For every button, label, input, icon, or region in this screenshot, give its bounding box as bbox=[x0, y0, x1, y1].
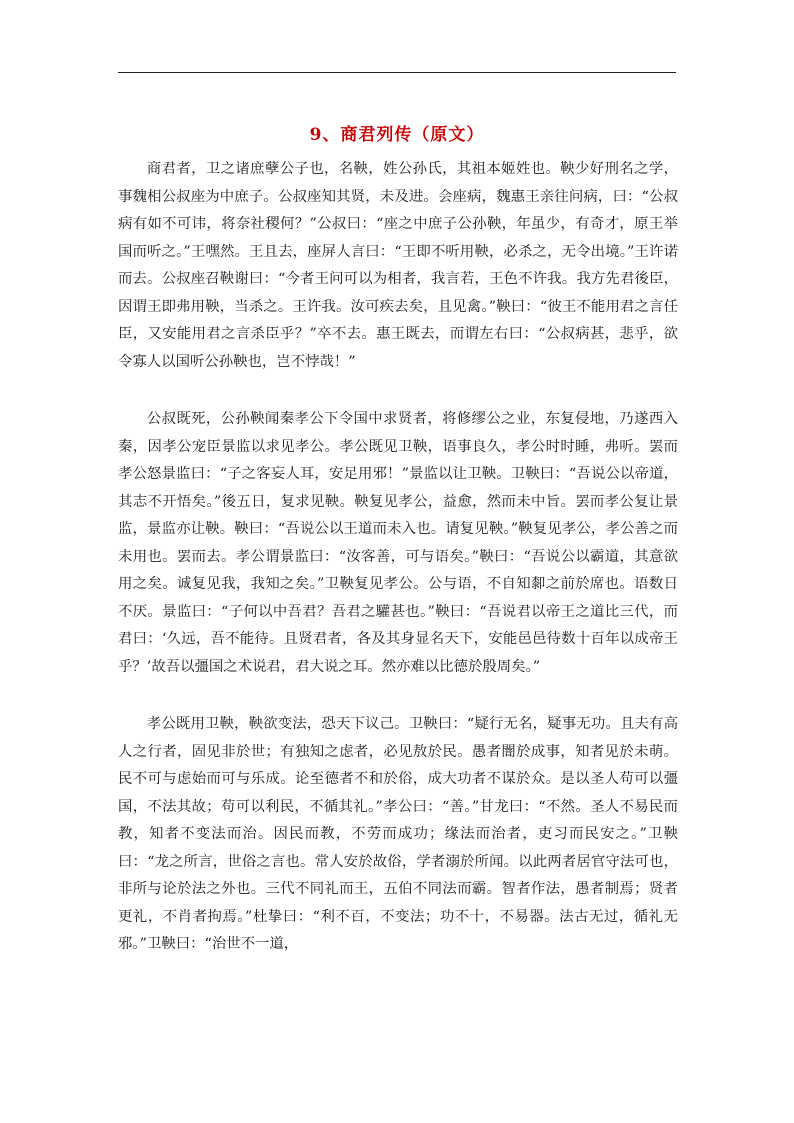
paragraph-gap bbox=[118, 376, 678, 406]
page-title: 9、商君列传（原文） bbox=[309, 125, 485, 145]
header-rule bbox=[118, 72, 676, 73]
paragraph-1: 商君者，卫之诸庶孽公子也，名鞅，姓公孙氏，其祖本姬姓也。鞅少好刑名之学，事魏相公叔座为中庶子。公叔座知其贤，未及进。会座病，魏惠王亲往问病，曰：“公叔病有如不可讳，将奈社稷何？”公叔曰：“座之中庶子公孙鞅，年虽少，有奇才，原王举国而听之。”王嘿然。王且去，座屏人言曰：“王即不听用鞅，必杀之，无令出境。”王许诺而去。公叔座召鞅谢曰：“今者王问可以为相者，我言若，王色不许我。我方先君後臣，因谓王即弗用鞅，当杀之。王许我。汝可疾去矣，且见禽。”鞅曰：“彼王不能用君之言任臣，又安能用君之言杀臣乎？”卒不去。惠王既去，而谓左右曰：“公叔病甚，悲乎，欲令寡人以国听公孙鞅也，岂不悖哉！” bbox=[118, 161, 678, 370]
document-body bbox=[118, 156, 678, 959]
paragraph-3: 孝公既用卫鞅，鞅欲变法，恐天下议己。卫鞅曰：“疑行无名，疑事无功。且夫有高人之行者，固见非於世；有独知之虑者，必见敖於民。愚者闇於成事，知者见於未萌。民不可与虑始而可与乐成。论至德者不和於俗，成大功者不谋於众。是以圣人苟可以彊国，不法其故；苟可以利民，不循其礼。”孝公曰：“善。”甘龙曰：“不然。圣人不易民而教，知者不变法而治。因民而教，不劳而成功；缘法而治者，吏习而民安之。”卫鞅曰：“龙之所言，世俗之言也。常人安於故俗，学者溺於所闻。以此两者居官守法可也，非所与论於法之外也。三代不同礼而王，五伯不同法而霸。智者作法，愚者制焉；贤者更礼，不肖者拘焉。”杜挚曰：“利不百，不变法；功不十，不易器。法古无过，循礼无邪。”卫鞅曰：“治世不一道， bbox=[118, 716, 678, 952]
paragraph-gap bbox=[118, 681, 678, 711]
paragraph-2: 公叔既死，公孙鞅闻秦孝公下令国中求贤者，将修缪公之业，东复侵地，乃遂西入秦，因孝公宠臣景监以求见孝公。孝公既见卫鞅，语事良久，孝公时时睡，弗听。罢而孝公怒景监曰：“子之客妄人耳，安足用邪！”景监以让卫鞅。卫鞅曰：“吾说公以帝道，其志不开悟矣。”後五日，复求见鞅。鞅复见孝公，益愈，然而未中旨。罢而孝公复让景监，景监亦让鞅。鞅曰：“吾说公以王道而未入也。请复见鞅。”鞅复见孝公，孝公善之而未用也。罢而去。孝公谓景监曰：“汝客善，可与语矣。”鞅曰：“吾说公以霸道，其意欲用之矣。诚复见我，我知之矣。”卫鞅复见孝公。公与语，不自知厀之前於席也。语数日不厌。景监曰：“子何以中吾君？吾君之驩甚也。”鞅曰：“吾说君以帝王之道比三代，而君曰：‘久远，吾不能待。且贤君者，各及其身显名天下，安能邑邑待数十百年以成帝王乎？’故吾以彊国之术说君，君大说之耳。然亦难以比德於殷周矣。” bbox=[118, 411, 678, 675]
